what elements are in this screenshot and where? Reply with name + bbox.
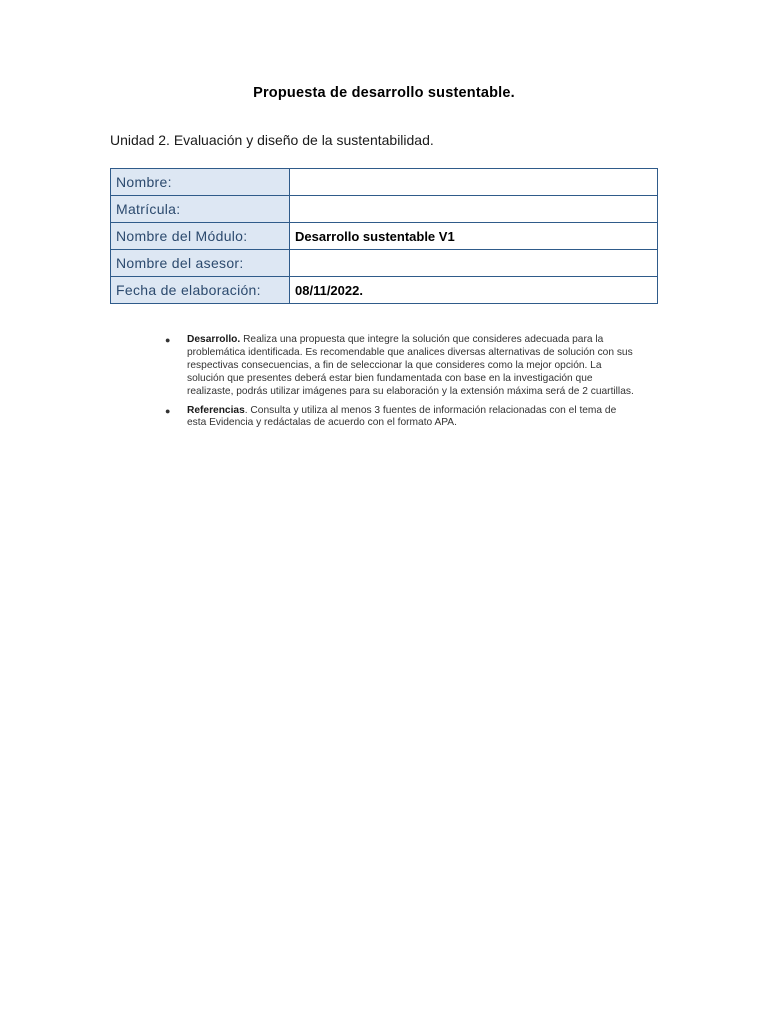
row-label-fecha: Fecha de elaboración: [111,277,290,304]
item-lead: Desarrollo. [187,334,241,345]
table-row [111,196,658,223]
item-text: Realiza una propuesta que integre la solución que consideres adecuada para la problemática identificada. Es recomendable que analices diversas alternativas de solución con sus respectivas consecuencias, a fin de seleccionar la que consideres como la mejor opción. La solución que presentes deberá estar bien fundamentada con base en la investigación que realizaste, podrás utilizar imágenes para su elaboración y la extensión máxima será de 2 cuartillas. [187,334,634,397]
bullet-icon: ● [165,405,171,416]
row-value-asesor [290,250,658,277]
list-item-referencias [165,405,635,431]
list-item-desarrollo [165,334,635,399]
item-lead: Referencias [187,404,245,416]
table-row [111,169,658,196]
instructions-list [165,334,635,436]
info-table [110,168,658,304]
table-row [111,223,658,250]
row-value-modulo: Desarrollo sustentable V1 [290,223,658,250]
table-row [111,277,658,304]
table-row [111,250,658,277]
row-label-asesor: Nombre del asesor: [111,250,290,277]
row-label-modulo: Nombre del Módulo: [111,223,290,250]
document-title: Propuesta de desarrollo sustentable. [253,85,515,101]
row-label-matricula: Matrícula: [111,196,290,223]
row-value-fecha: 08/11/2022. [290,277,658,304]
row-label-nombre: Nombre: [111,169,290,196]
row-value-nombre [290,169,658,196]
bullet-icon: ● [165,335,171,345]
row-value-matricula [290,196,658,223]
document-subtitle: Unidad 2. Evaluación y diseño de la sustentabilidad. [110,132,434,148]
item-text: . Consulta y utiliza al menos 3 fuentes de información relacionadas con el tema de esta Evidencia y redáctalas de acuerdo con el formato APA. [187,404,617,429]
